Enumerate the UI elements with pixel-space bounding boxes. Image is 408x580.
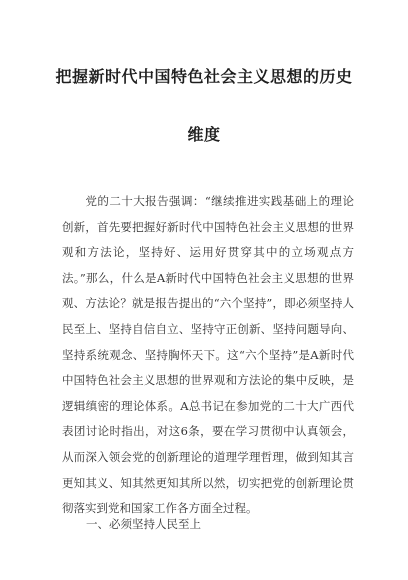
section-heading: 一、必须坚持人民至上: [86, 517, 201, 531]
body-paragraph: [62, 189, 354, 522]
document-title-line-2: 维度: [187, 125, 221, 144]
document-title-line-1: 把握新时代中国特色社会主义思想的历史: [55, 67, 353, 86]
paragraph-text: 党的二十大报告强调：“继续推进实践基础上的理论创新，首先要把握好新时代中国特色社会主义思想的世界观和方法论，坚持好、运用好贯穿其中的立场观点方法。”那么，什么是A新时代中国特色社会主义思想的世界观、方法论？就是报告提出的“六个坚持”，即必须坚持人民至上、坚持自信自立、坚持守正创新、坚持问题导向、坚持系统观念、坚持胸怀天下。这“六个坚持”是A新时代中国特色社会主义思想的世界观和方法论的集中反映，是逻辑缜密的理论体系。A总书记在参加党的二十大广西代表团讨论时指出，对这6条，要在学习贯彻中认真领会，从而深入领会党的创新理论的道理学理哲理，做到知其言更知其义、知其然更知其所以然，切实把党的创新理论贯彻落实到党和国家工作各方面全过程。: [62, 194, 354, 516]
